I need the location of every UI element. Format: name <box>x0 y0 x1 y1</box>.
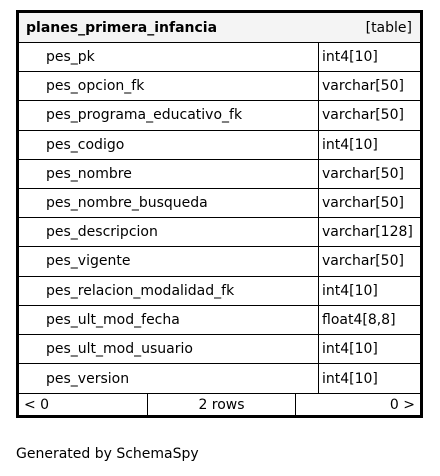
column-name: pes_nombre <box>19 160 319 188</box>
column-name: pes_opcion_fk <box>19 72 319 100</box>
schema-table-box <box>16 10 423 418</box>
column-row <box>19 364 420 393</box>
column-name: pes_codigo <box>19 131 319 159</box>
footer-row-count: 2 rows <box>148 394 296 415</box>
column-name: pes_nombre_busqueda <box>19 189 319 217</box>
column-name: pes_vigente <box>19 247 319 275</box>
column-type: varchar[50] <box>322 253 404 270</box>
column-type: int4[10] <box>322 340 378 357</box>
generated-by-label: Generated by SchemaSpy <box>16 446 199 462</box>
column-type: int4[10] <box>322 136 378 153</box>
footer-children-count: 0 > <box>389 396 415 413</box>
column-type: varchar[50] <box>322 195 404 212</box>
column-row <box>19 247 420 276</box>
column-type: int4[10] <box>322 370 378 387</box>
column-type: varchar[128] <box>322 224 413 241</box>
column-name: pes_programa_educativo_fk <box>19 101 319 129</box>
footer-parents-count: < 0 <box>19 394 148 415</box>
column-name: pes_relacion_modalidad_fk <box>19 277 319 305</box>
table-footer <box>19 393 420 415</box>
column-row <box>19 101 420 130</box>
column-row <box>19 335 420 364</box>
column-type: int4[10] <box>322 49 378 66</box>
table-kind-label: [table] <box>365 19 412 36</box>
table-header <box>19 13 420 43</box>
column-type: varchar[50] <box>322 78 404 95</box>
column-name: pes_ult_mod_usuario <box>19 335 319 363</box>
column-row <box>19 72 420 101</box>
column-name: pes_version <box>19 364 319 393</box>
table-name: planes_primera_infancia <box>26 19 218 36</box>
column-row <box>19 189 420 218</box>
column-row <box>19 131 420 160</box>
column-type: int4[10] <box>322 282 378 299</box>
column-row <box>19 218 420 247</box>
column-row <box>19 277 420 306</box>
column-row <box>19 306 420 335</box>
column-type: float4[8,8] <box>322 311 396 328</box>
column-name: pes_pk <box>19 43 319 71</box>
column-type: varchar[50] <box>322 107 404 124</box>
column-row <box>19 43 420 72</box>
column-name: pes_descripcion <box>19 218 319 246</box>
column-name: pes_ult_mod_fecha <box>19 306 319 334</box>
column-type: varchar[50] <box>322 165 404 182</box>
column-row <box>19 160 420 189</box>
